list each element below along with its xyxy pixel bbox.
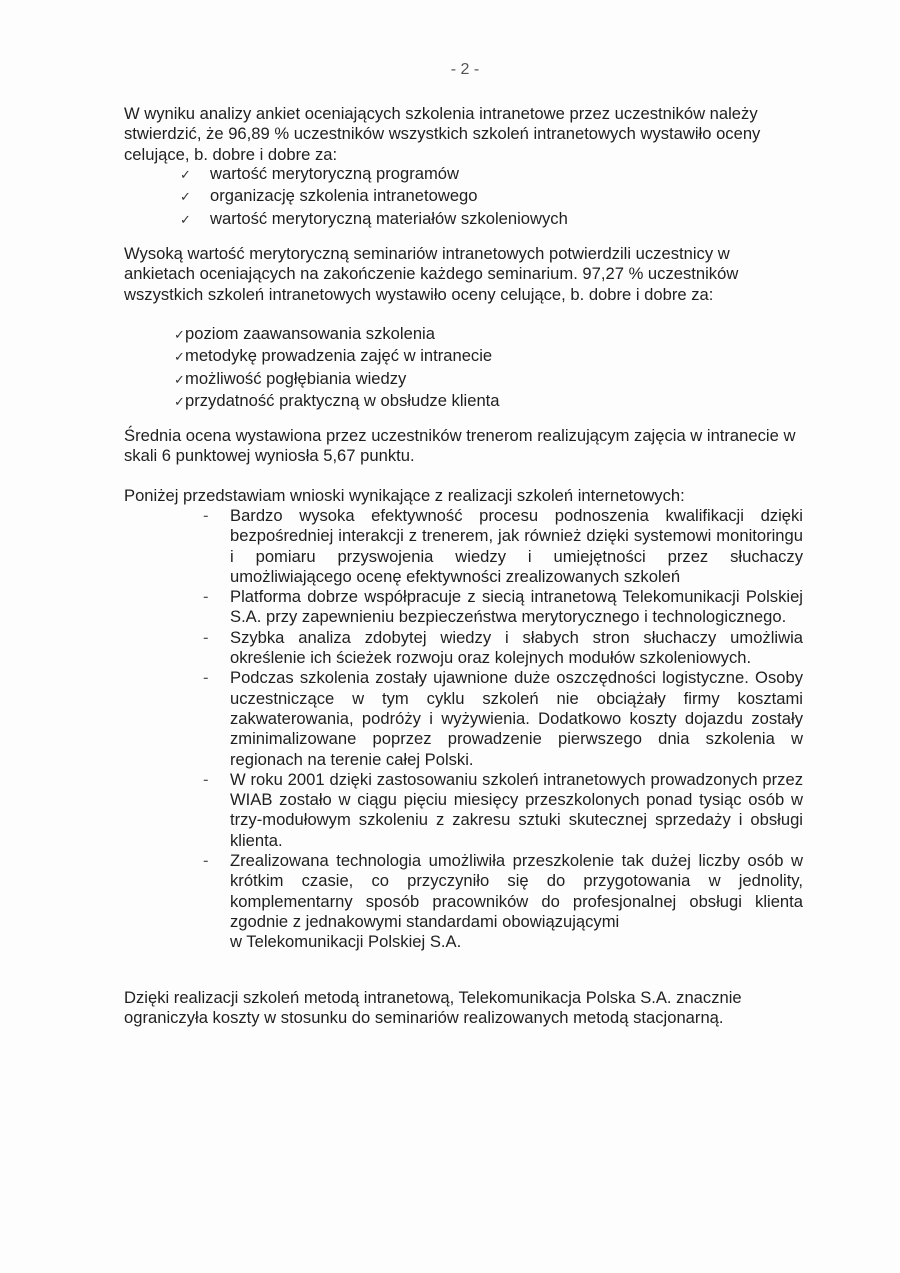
checkmark-icon: ✓ <box>174 394 185 410</box>
evaluation-criteria-list <box>180 164 568 231</box>
list-item: - Podczas szkolenia zostały ujawnione duże oszczędności logistyczne. Osoby uczestniczące w tym cyklu szkoleń nie obciążały firmy kosztami zakwaterowania, podróży i wyżywienia. Dodatkowo koszty dojazdu zostały zminimalizowane poprzez prowadzenie pierwszego dnia szkolenia w regionach na terenie całej Polski. <box>203 668 803 769</box>
list-item: ✓ wartość merytoryczną programów <box>180 164 568 186</box>
dash-bullet: - <box>203 769 209 789</box>
list-item: - Bardzo wysoka efektywność procesu podnoszenia kwalifikacji dzięki bezpośredniej interakcji z trenerem, jak również dzięki systemowi monitoringu i pomiaru przyswojenia wiedzy i umiejętności przez słuchaczy umożliwiającego ocenę efektywności zrealizowanych szkoleń <box>203 506 803 586</box>
list-item: - Zrealizowana technologia umożliwiła przeszkolenie tak dużej liczby osób w krótkim czasie, co przyczyniło się do przygotowania w jednolity, komplementarny sposób pracowników do profesjonalnej obsługi klienta zgodnie z jednakowymi standardami obowiązującymi w Telekomunikacji Polskiej S.A. <box>203 851 803 952</box>
list-item: ✓metodykę prowadzenia zajęć w intranecie <box>174 346 500 368</box>
closing-paragraph: Dzięki realizacji szkoleń metodą intranetową, Telekomunikacja Polska S.A. znacznie ograniczyła koszty w stosunku do seminariów realizowanych metodą stacjonarną. <box>124 988 742 1028</box>
list-item: ✓możliwość pogłębiania wiedzy <box>174 369 500 391</box>
list-item: - Platforma dobrze współpracuje z siecią intranetową Telekomunikacji Polskiej S.A. przy zapewnieniu bezpieczeństwa merytorycznego i technologicznego. <box>203 587 803 627</box>
dash-bullet: - <box>203 506 209 525</box>
checkmark-icon: ✓ <box>180 190 191 206</box>
conclusions-intro: Poniżej przedstawiam wnioski wynikające z realizacji szkoleń internetowych: <box>124 486 685 505</box>
list-item: - W roku 2001 dzięki zastosowaniu szkoleń intranetowych prowadzonych przez WIAB zostało w ciągu pięciu miesięcy przeszkolonych ponad tysiąc osób w trzy-modułowym szkoleniu z zakresu sztuki skutecznej sprzedaży i obsługi klienta. <box>203 769 803 850</box>
dash-bullet: - <box>203 587 209 607</box>
dash-bullet: - <box>203 851 209 871</box>
seminar-criteria-list <box>174 324 500 413</box>
dash-bullet: - <box>203 668 209 688</box>
checkmark-icon: ✓ <box>180 168 191 183</box>
checkmark-icon: ✓ <box>180 212 191 228</box>
conclusions-list <box>203 506 803 953</box>
seminars-paragraph: Wysoką wartość merytoryczną seminariów intranetowych potwierdzili uczestnicy w ankietach oceniających na zakończenie każdego seminarium. 97,27 % uczestników wszystkich szkoleń intranetowych wystawiło oceny celujące, b. dobre i dobre za: <box>124 244 739 304</box>
intro-paragraph: W wyniku analizy ankiet oceniających szkolenia intranetowe przez uczestników należy stwierdzić, że 96,89 % uczestników wszystkich szkoleń intranetowych wystawiło oceny celujące, b. dobre i dobre za: <box>124 104 761 164</box>
checkmark-icon: ✓ <box>174 350 185 366</box>
list-item: ✓poziom zaawansowania szkolenia <box>174 324 500 346</box>
page-number: - 2 - <box>450 61 480 78</box>
checkmark-icon: ✓ <box>174 328 185 343</box>
list-item: ✓ organizację szkolenia intranetowego <box>180 186 568 208</box>
dash-bullet: - <box>203 627 209 647</box>
average-rating-paragraph: Średnia ocena wystawiona przez uczestników trenerom realizującym zajęcia w intranecie w skali 6 punktowej wyniosła 5,67 punktu. <box>124 426 796 466</box>
list-item: ✓ wartość merytoryczną materiałów szkoleniowych <box>180 209 568 231</box>
checkmark-icon: ✓ <box>174 372 185 388</box>
list-item: ✓przydatność praktyczną w obsłudze klienta <box>174 391 500 413</box>
list-item: - Szybka analiza zdobytej wiedzy i słabych stron słuchaczy umożliwia określenie ich ścieżek rozwoju oraz kolejnych modułów szkoleniowych. <box>203 627 803 668</box>
